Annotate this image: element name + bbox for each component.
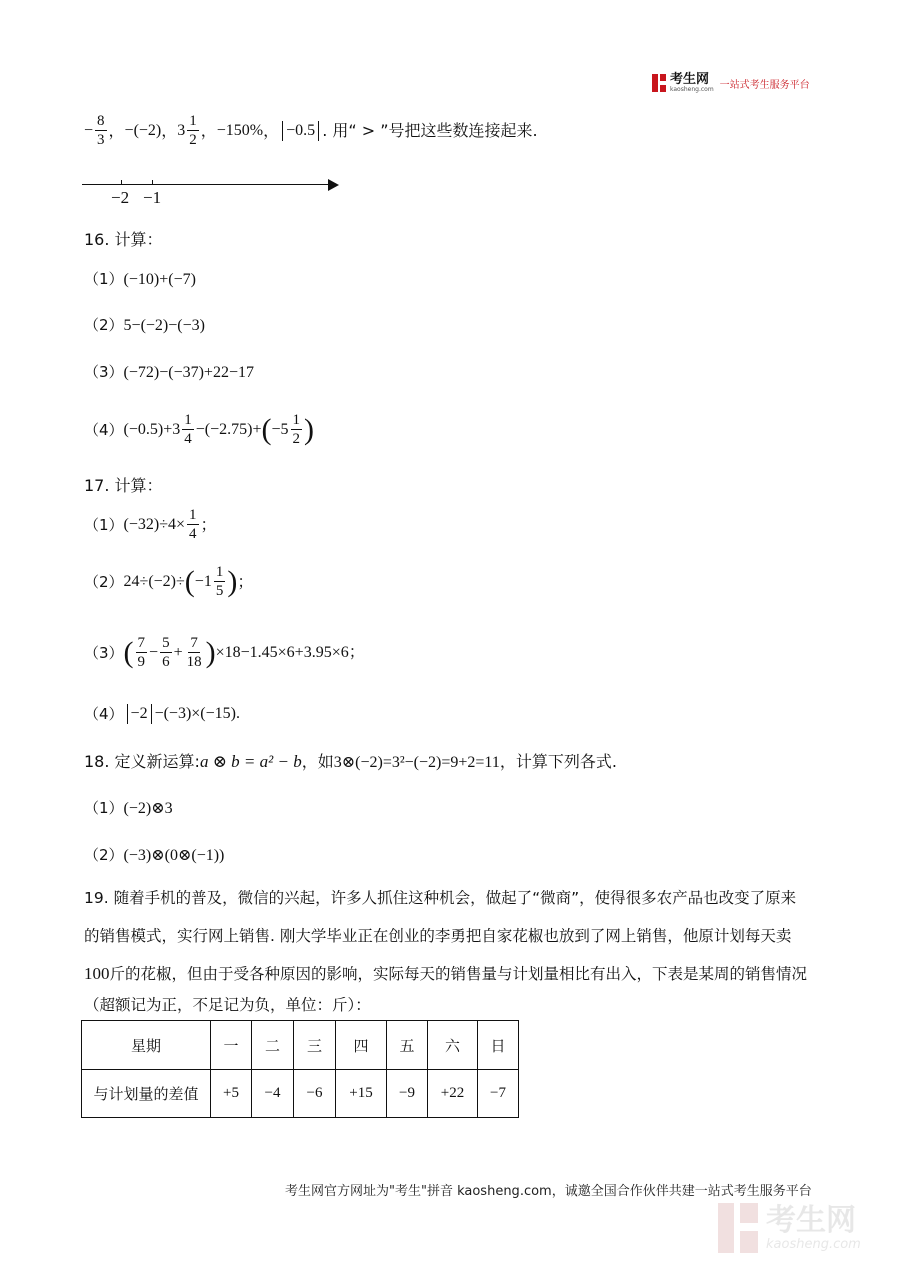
q15-fraction-8-3 <box>95 112 107 149</box>
mixed-whole: −1 <box>194 572 212 590</box>
abs-bar-right <box>151 704 152 724</box>
separator: ， <box>263 120 280 140</box>
fraction-denominator: 9 <box>137 654 146 670</box>
item-expression: (−10)+(−7) <box>123 271 196 288</box>
q18-definition: a ⊗ b = a² − b <box>199 752 302 771</box>
fraction-denominator: 6 <box>162 654 170 670</box>
paren-open: ( <box>184 564 195 598</box>
separator: ， <box>161 120 178 140</box>
q15-tail-text: . 用“ > ”号把这些数连接起来. <box>322 120 538 140</box>
q15-neg-sign: − <box>84 121 94 139</box>
watermark-name: 考生网 <box>766 1202 856 1238</box>
fraction <box>214 563 226 600</box>
paren-close: ) <box>304 412 315 446</box>
q19-amount: 100 <box>84 964 110 983</box>
item-label: （1） <box>84 799 124 817</box>
logo-name: 考生网 <box>670 71 710 87</box>
table-cell: +22 <box>428 1070 478 1118</box>
q19-line-3-text: 斤的花椒，但由于受各种原因的影响，实际每天的销售量与计划量相比有出入，下表是某周的销售情况 <box>109 965 808 983</box>
q19-line-4: （超额记为正，不足记为负，单位：斤）： <box>84 996 371 1014</box>
paren-close: ) <box>205 635 216 669</box>
item-label: （3） <box>84 363 124 381</box>
operator: + <box>173 643 183 661</box>
q18-example: 3⊗(−2)=3²−(−2)=9+2=11 <box>333 754 500 771</box>
number-line-tick <box>152 180 153 185</box>
fraction-denominator: 4 <box>184 431 192 447</box>
fraction-numerator: 8 <box>97 113 105 129</box>
item-label: （4） <box>84 420 124 439</box>
fraction <box>187 506 199 543</box>
watermark <box>718 1203 861 1253</box>
number-line-arrow-icon <box>328 179 339 191</box>
table-header-cell: 二 <box>252 1021 294 1070</box>
fraction-denominator: 2 <box>189 132 197 148</box>
table-cell: +15 <box>336 1070 387 1118</box>
number-line-axis <box>82 184 332 185</box>
q16-heading: 16. 计算： <box>84 230 163 249</box>
abs-value: −2 <box>130 705 148 722</box>
q16-item-4 <box>84 411 314 448</box>
fraction-numerator: 1 <box>189 113 197 129</box>
abs-bar-left <box>127 704 128 724</box>
q19-line-1: 19. 随着手机的普及，微信的兴起，许多人抓住这种机会，做起了“微商”，使得很多农产品也改变了原来 <box>84 889 797 907</box>
paren-close: ) <box>227 564 238 598</box>
expr-part: (−32)÷4× <box>123 515 186 533</box>
operator: − <box>149 643 159 661</box>
header-logo <box>652 72 810 94</box>
fraction <box>291 411 303 448</box>
watermark-logo-icon <box>718 1203 758 1253</box>
q17-item-3 <box>84 634 365 671</box>
table-header-cell: 四 <box>336 1021 387 1070</box>
fraction-numerator: 7 <box>137 635 146 651</box>
q15-mixed-whole: 3 <box>177 121 186 139</box>
separator: ， <box>200 120 217 140</box>
item-expression: 5−(−2)−(−3) <box>123 317 205 334</box>
fraction-denominator: 3 <box>97 132 105 148</box>
table-row-label: 与计划量的差值 <box>82 1070 211 1118</box>
q17-item-4 <box>84 703 240 725</box>
fraction-numerator: 1 <box>184 412 192 428</box>
logo-domain: kaosheng.com <box>670 85 714 93</box>
header-slogan: 一站式考生服务平台 <box>719 79 810 91</box>
fraction-denominator: 2 <box>292 431 301 447</box>
expr-part: ； <box>237 571 254 591</box>
q16-item-3 <box>84 361 254 384</box>
abs-bar-left <box>282 121 283 141</box>
fraction-denominator: 4 <box>189 526 197 542</box>
item-expression: (−2)⊗3 <box>123 800 173 817</box>
number-line-label: −2 <box>111 188 130 207</box>
item-label: （4） <box>84 705 124 723</box>
q16-item-2 <box>84 314 205 337</box>
table-cell: +5 <box>211 1070 252 1118</box>
number-line-label: −1 <box>143 188 162 207</box>
table-header-cell: 星期 <box>82 1021 211 1070</box>
item-label: （2） <box>84 846 124 864</box>
q17-item-1 <box>84 506 217 543</box>
fraction-numerator: 7 <box>190 635 198 651</box>
table-row <box>82 1021 519 1070</box>
q15-fraction-1-2 <box>187 112 199 149</box>
q15-item-abs: −0.5 <box>286 121 316 139</box>
table-header-cell: 日 <box>478 1021 519 1070</box>
fraction <box>182 411 194 448</box>
fraction <box>136 634 148 671</box>
table-header-cell: 三 <box>294 1021 336 1070</box>
logo-icon <box>652 74 666 92</box>
table-header-cell: 六 <box>428 1021 478 1070</box>
number-line-tick <box>121 180 122 185</box>
item-label: （1） <box>84 515 124 534</box>
table-cell: −7 <box>478 1070 519 1118</box>
table-header-cell: 五 <box>387 1021 428 1070</box>
q19-line-2: 的销售模式，实行网上销售. 刚大学毕业正在创业的李勇把自家花椒也放到了网上销售，他原计划每天卖 <box>84 927 792 945</box>
q15-item-neg-neg-2: −(−2) <box>124 121 162 139</box>
watermark-domain: kaosheng.com <box>766 1236 861 1252</box>
q16-item-1 <box>84 268 196 291</box>
fraction-numerator: 1 <box>292 412 301 428</box>
q18-item-2 <box>84 844 224 867</box>
fraction-numerator: 1 <box>189 507 197 523</box>
fraction-denominator: 5 <box>215 583 224 599</box>
q18-example-prefix: ，如 <box>301 752 334 771</box>
paren-open: ( <box>261 412 272 446</box>
mixed-whole: −5 <box>271 420 289 438</box>
item-label: （2） <box>84 572 124 591</box>
abs-bar-right <box>318 121 319 141</box>
item-label: （1） <box>84 270 124 288</box>
expr-part: ； <box>200 514 217 534</box>
table-cell: −4 <box>252 1070 294 1118</box>
fraction <box>185 634 204 671</box>
fraction-numerator: 5 <box>162 635 170 651</box>
q18-heading: 18. 定义新运算: <box>84 752 200 771</box>
item-label: （3） <box>84 643 124 662</box>
item-expression: (−3)⊗(0⊗(−1)) <box>123 847 225 864</box>
footer-text: 考生网官方网址为"考生"拼音 kaosheng.com，诚邀全国合作伙伴共建一站式考生服务平台 <box>285 1184 812 1199</box>
fraction-denominator: 18 <box>186 654 202 670</box>
q18-line <box>84 751 617 774</box>
fraction-numerator: 1 <box>215 564 224 580</box>
table-cell: −9 <box>387 1070 428 1118</box>
item-expression: (−72)−(−37)+22−17 <box>123 364 254 381</box>
q15-item-percent: −150% <box>216 121 264 139</box>
fraction <box>160 634 172 671</box>
q18-example-suffix: ，计算下列各式. <box>499 752 617 771</box>
expr-part: ×18−1.45×6+3.95×6； <box>215 643 365 661</box>
table-cell: −6 <box>294 1070 336 1118</box>
q18-item-1 <box>84 797 173 820</box>
table-header-cell: 一 <box>211 1021 252 1070</box>
expr-part: 24÷(−2)÷ <box>123 572 185 590</box>
q19-line-3 <box>84 962 807 984</box>
q15-numbers-line <box>84 112 538 149</box>
sales-table <box>81 1020 519 1118</box>
expr-part: (−0.5)+3 <box>123 420 181 438</box>
q17-heading: 17. 计算： <box>84 476 163 495</box>
expr-part: −(−3)×(−15). <box>154 705 240 722</box>
paren-open: ( <box>123 635 134 669</box>
separator: ， <box>108 120 125 140</box>
expr-part: −(−2.75)+ <box>195 420 262 438</box>
q17-item-2 <box>84 563 253 600</box>
item-label: （2） <box>84 316 124 334</box>
table-row <box>82 1070 519 1118</box>
